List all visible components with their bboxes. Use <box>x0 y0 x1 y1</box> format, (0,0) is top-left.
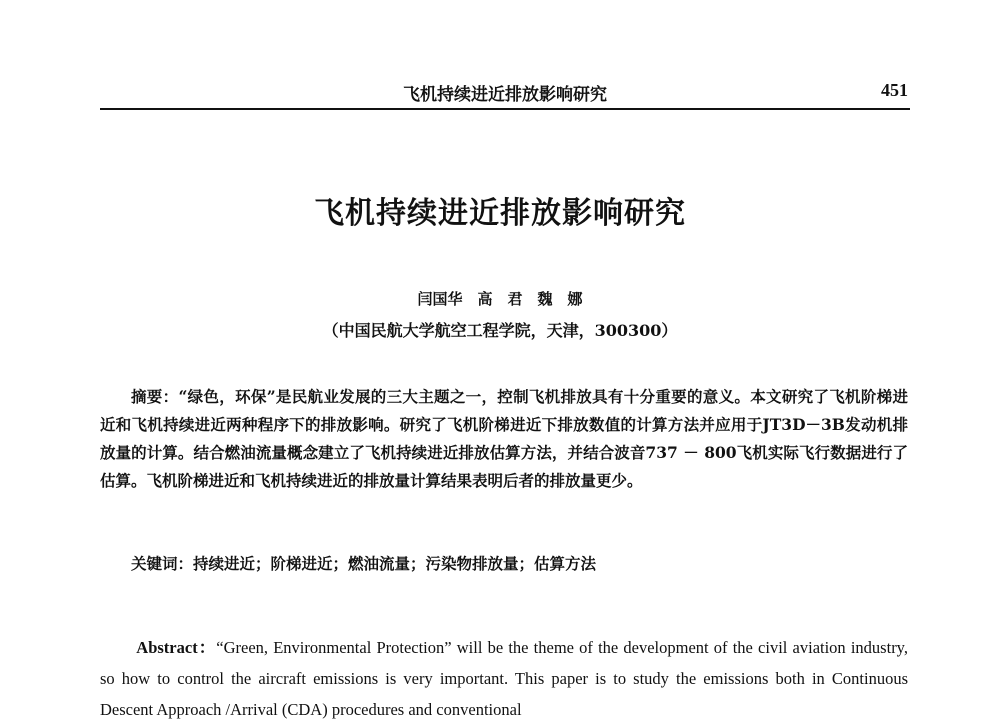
page-number: 451 <box>881 80 908 100</box>
affiliation: （中国民航大学航空工程学院，天津，300300） <box>322 321 678 340</box>
abstract-english <box>100 632 908 725</box>
abstract-chinese-label: 摘要： <box>131 387 179 406</box>
running-header <box>100 78 910 110</box>
keywords-chinese <box>100 550 908 578</box>
keywords-chinese-label: 关键词： <box>131 554 194 573</box>
running-title: 飞机持续进近排放影响研究 <box>403 85 607 105</box>
abstract-english-label: Abstract： <box>136 638 217 657</box>
abstract-english-text: “Green, Environmental Protection” will be the theme of the development of the civil aviation industry, so how to control the aircraft emissions is very important. This paper is to study the emissions both in Continuous Descent Approach /Arrival (CDA) procedures and conventional <box>100 638 908 719</box>
paper-title: 飞机持续进近排放影响研究 <box>314 196 686 231</box>
keywords-chinese-text: 持续进近；阶梯进近；燃油流量；污染物排放量；估算方法 <box>193 554 597 573</box>
abstract-chinese-text: “绿色，环保”是民航业发展的三大主题之一，控制飞机排放具有十分重要的意义。本文研究了飞机阶梯进近和飞机持续进近两种程序下的排放影响。研究了飞机阶梯进近下排放数值的计算方法并应用于JT3D－3B发动机排放量的计算。结合燃油流量概念建立了飞机持续进近排放估算方法，并结合波音737 － 800飞机实际飞行数据进行了估算。飞机阶梯进近和飞机持续进近的排放量计算结果表明后者的排放量更少。 <box>100 387 908 490</box>
authors: 闫国华 高 君 魏 娜 <box>417 290 583 308</box>
abstract-chinese <box>100 383 908 495</box>
